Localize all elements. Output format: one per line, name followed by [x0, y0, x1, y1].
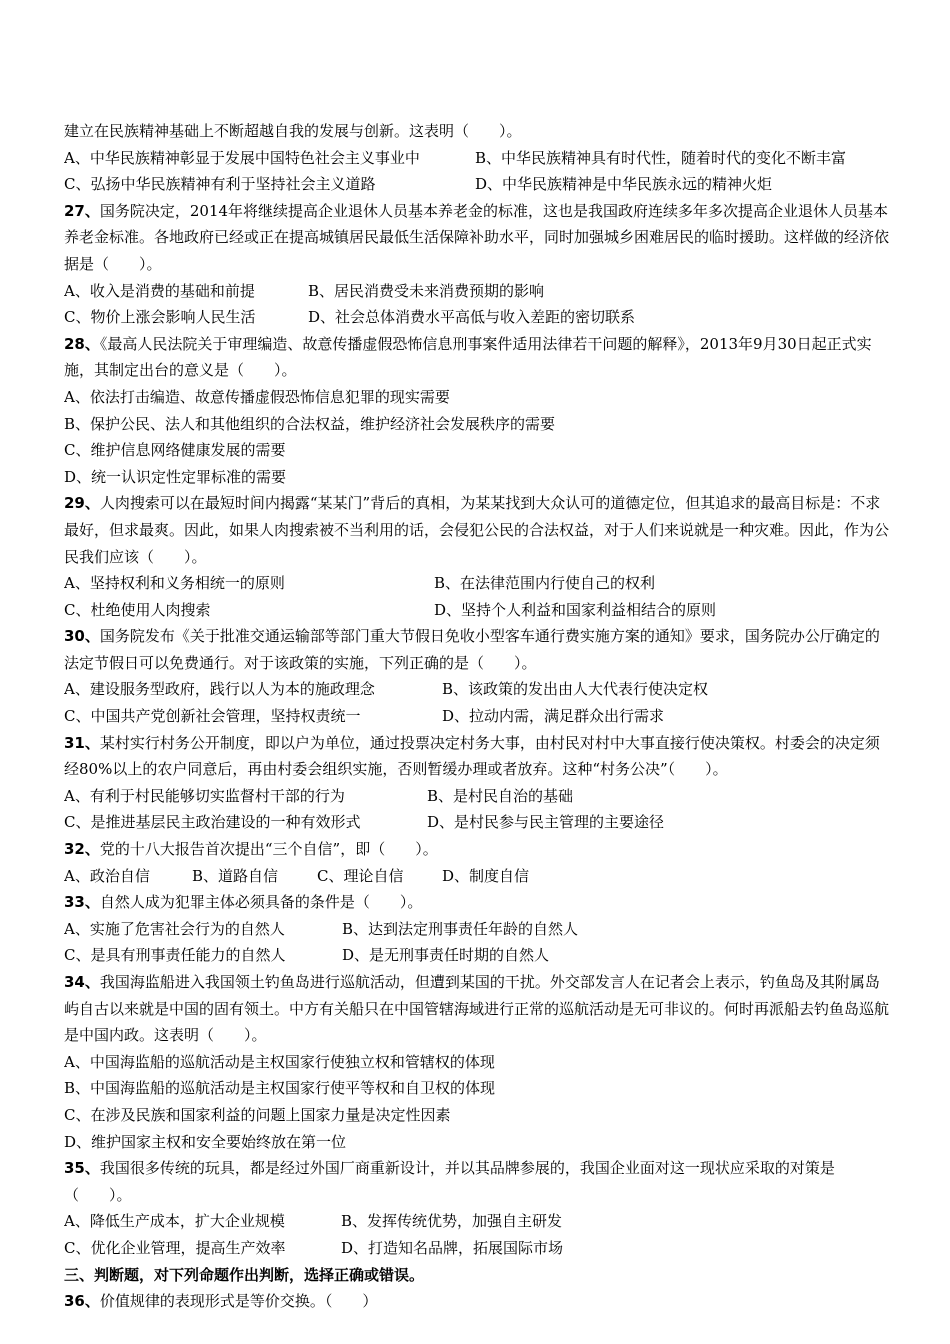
q29-option-b[interactable]: B、在法律范围内行使自己的权利: [434, 574, 656, 593]
q33-option-d[interactable]: D、是无刑事责任时期的自然人: [342, 946, 550, 965]
q34-number: 34、: [64, 973, 100, 991]
q28-option-a[interactable]: A、依法打击编造、故意传播虚假恐怖信息犯罪的现实需要: [64, 387, 450, 406]
q26-option-d[interactable]: D、中华民族精神是中华民族永远的精神火炬: [475, 175, 773, 194]
q30-options-row1: [64, 676, 889, 703]
q29-options-row2: [64, 597, 889, 624]
q29-number: 29、: [64, 494, 100, 513]
q32-options-row: [64, 863, 889, 890]
q35-option-d[interactable]: D、打造知名品牌，拓展国际市场: [341, 1238, 564, 1257]
q29-option-c[interactable]: C、杜绝使用人肉搜索: [64, 600, 211, 619]
q35-options-row1: [64, 1208, 889, 1235]
q26-option-b[interactable]: B、中华民族精神具有时代性，随着时代的变化不断丰富: [475, 148, 847, 167]
q33-options-row2: [64, 942, 889, 969]
q32-text: 党的十八大报告首次提出“三个自信”，即（ ）。: [99, 840, 438, 859]
q33-option-c[interactable]: C、是具有刑事责任能力的自然人: [64, 946, 286, 965]
q31-number: 31、: [64, 733, 100, 752]
q35-options-row2: [64, 1235, 889, 1262]
q31-options-row1: [64, 783, 889, 810]
q27-stem: [64, 198, 889, 278]
q34-text: 我国海监船进入我国领土钓鱼岛进行巡航活动，但遭到某国的干扰。外交部发言人在记者会上表示，钓鱼岛及其附属岛屿自古以来就是中国的固有领土。中方有关船只在中国管辖海域进行正常的巡航活动是无可非议的。何时再派船去钓鱼岛巡航是中国内政。这表明（ ）。: [64, 973, 890, 1045]
q31-text: 某村实行村务公开制度，即以户为单位，通过投票决定村务大事，由村民对村中大事直接行使决策权。村委会的决定须经80%以上的农户同意后，再由村委会组织实施，否则暂缓办理或者放弃。这种“村务公决”（ ）。: [64, 733, 880, 779]
q30-option-d[interactable]: D、拉动内需，满足群众出行需求: [442, 707, 665, 726]
q35-option-a[interactable]: A、降低生产成本，扩大企业规模: [64, 1212, 285, 1231]
section-heading-judgment: 三、判断题，对下列命题作出判断，选择正确或错误。: [64, 1265, 425, 1284]
q28-option-b[interactable]: B、保护公民、法人和其他组织的合法权益，维护经济社会发展秩序的需要: [64, 414, 556, 433]
q31-option-d[interactable]: D、是村民参与民主管理的主要途径: [427, 813, 665, 832]
q27-option-a[interactable]: A、收入是消费的基础和前提: [64, 281, 255, 300]
q35-number: 35、: [64, 1159, 100, 1178]
q26-option-a[interactable]: A、中华民族精神彰显于发展中国特色社会主义事业中: [64, 148, 420, 167]
q34-option-d[interactable]: D、维护国家主权和安全要始终放在第一位: [64, 1132, 347, 1151]
q27-option-b[interactable]: B、居民消费受未来消费预期的影响: [308, 281, 545, 300]
q33-stem: [64, 889, 889, 916]
q35-text: 我国很多传统的玩具，都是经过外国厂商重新设计，并以其品牌参展的，我国企业面对这一现状应采取的对策是（ ）。: [64, 1159, 835, 1204]
q36-number: 36、: [64, 1292, 100, 1311]
q33-options-row1: [64, 916, 889, 943]
q34-stem: [64, 969, 889, 1049]
q27-options-row1: [64, 278, 889, 305]
q31-option-c[interactable]: C、是推进基层民主政治建设的一种有效形式: [64, 813, 361, 832]
q27-options-row2: [64, 304, 889, 331]
q31-option-b[interactable]: B、是村民自治的基础: [427, 786, 574, 805]
q33-option-b[interactable]: B、达到法定刑事责任年龄的自然人: [342, 919, 579, 938]
q26-options-row2: [64, 171, 889, 198]
q32-option-c[interactable]: C、理论自信: [317, 866, 404, 885]
q30-option-c[interactable]: C、中国共产党创新社会管理，坚持权责统一: [64, 707, 361, 726]
q33-text: 自然人成为犯罪主体必须具备的条件是（ ）。: [99, 893, 423, 912]
q36-text: 价值规律的表现形式是等价交换。（ ）: [99, 1292, 378, 1311]
q29-options-row1: [64, 570, 889, 597]
q30-option-a[interactable]: A、建设服务型政府，践行以人为本的施政理念: [64, 680, 375, 699]
q31-option-a[interactable]: A、有利于村民能够切实监督村干部的行为: [64, 786, 345, 805]
q35-option-c[interactable]: C、优化企业管理，提高生产效率: [64, 1238, 286, 1257]
q28-text: 《最高人民法院关于审理编造、故意传播虚假恐怖信息刑事案件适用法律若干问题的解释》，2013年9月30日起正式实施，其制定出台的意义是（ ）。: [64, 334, 872, 380]
q26-option-c[interactable]: C、弘扬中华民族精神有利于坚持社会主义道路: [64, 175, 376, 194]
q32-option-a[interactable]: A、政治自信: [64, 866, 150, 885]
q27-number: 27、: [64, 201, 100, 220]
q32-stem: [64, 836, 889, 863]
q31-stem: [64, 730, 889, 783]
q29-text: 人肉搜索可以在最短时间内揭露“某某门”背后的真相，为某某找到大众认可的道德定位，但其追求的最高目标是：不求最好，但求最爽。因此，如果人肉搜索被不当利用的话，会侵犯公民的合法权益，对于人们来说就是一种灾难。因此，作为公民我们应该（ ）。: [64, 494, 890, 566]
q29-option-a[interactable]: A、坚持权利和义务相统一的原则: [64, 574, 285, 593]
q28-stem: [64, 331, 889, 384]
q32-number: 32、: [64, 840, 100, 859]
q29-stem: [64, 490, 889, 570]
q35-stem: [64, 1155, 889, 1208]
q27-option-d[interactable]: D、社会总体消费水平高低与收入差距的密切联系: [308, 308, 636, 327]
exam-page: [64, 118, 889, 1315]
q30-option-b[interactable]: B、该政策的发出由人大代表行使决定权: [442, 680, 709, 699]
q30-text: 国务院发布《关于批准交通运输部等部门重大节假日免收小型客车通行费实施方案的通知》要求，国务院办公厅确定的法定节假日可以免费通行。对于该政策的实施，下列正确的是（ ）。: [64, 627, 880, 672]
q30-stem: [64, 623, 889, 676]
q28-option-c[interactable]: C、维护信息网络健康发展的需要: [64, 441, 286, 460]
q31-options-row2: [64, 809, 889, 836]
q30-options-row2: [64, 703, 889, 730]
q27-option-c[interactable]: C、物价上涨会影响人民生活: [64, 308, 256, 327]
q32-option-b[interactable]: B、道路自信: [192, 866, 279, 885]
q30-number: 30、: [64, 627, 100, 646]
q28-number: 28、: [64, 334, 100, 353]
q26-stem-tail: 建立在民族精神基础上不断超越自我的发展与创新。这表明（ ）。: [64, 122, 522, 140]
q27-text: 国务院决定，2014年将继续提高企业退休人员基本养老金的标准，这也是我国政府连续多年多次提高企业退休人员基本养老金标准。各地政府已经或正在提高城镇居民最低生活保障补助水平，同时加强城乡困难居民的临时援助。这样做的经济依据是（ ）。: [64, 201, 890, 273]
q32-option-d[interactable]: D、制度自信: [442, 866, 530, 885]
q34-option-a[interactable]: A、中国海监船的巡航活动是主权国家行使独立权和管辖权的体现: [64, 1052, 495, 1071]
q33-number: 33、: [64, 893, 100, 912]
q35-option-b[interactable]: B、发挥传统优势，加强自主研发: [341, 1212, 563, 1231]
q36-stem: [64, 1288, 889, 1315]
q33-option-a[interactable]: A、实施了危害社会行为的自然人: [64, 919, 285, 938]
q34-option-c[interactable]: C、在涉及民族和国家利益的问题上国家力量是决定性因素: [64, 1105, 451, 1124]
q29-option-d[interactable]: D、坚持个人利益和国家利益相结合的原则: [434, 600, 717, 619]
q28-option-d[interactable]: D、统一认识定性定罪标准的需要: [64, 467, 287, 486]
q26-options-row1: [64, 145, 889, 172]
q34-option-b[interactable]: B、中国海监船的巡航活动是主权国家行使平等权和自卫权的体现: [64, 1079, 496, 1098]
